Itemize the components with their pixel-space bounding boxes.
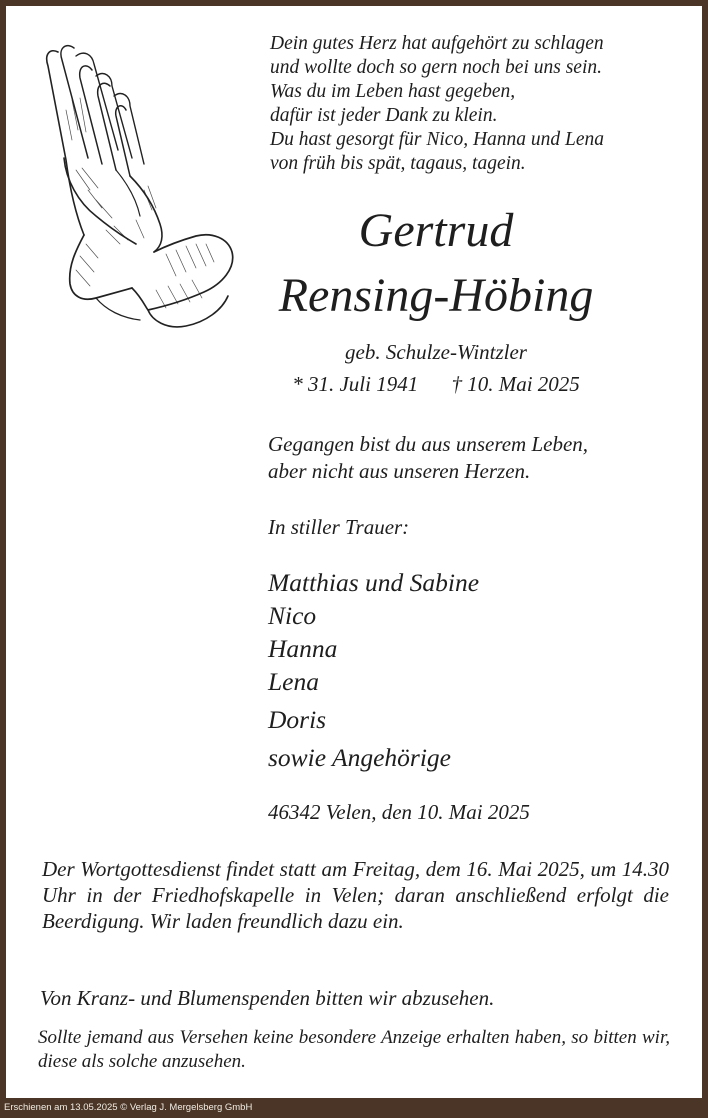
family-member: Doris xyxy=(268,705,327,734)
deceased-first-name: Gertrud xyxy=(358,204,514,257)
flower-note: Von Kranz- und Blumenspenden bitten wir abzusehen. xyxy=(40,986,495,1010)
poem-line: und wollte doch so gern noch bei uns sein. xyxy=(270,57,603,78)
mourning-label: In stiller Trauer: xyxy=(268,515,410,539)
obituary-card xyxy=(6,6,702,1098)
family-member: Nico xyxy=(268,601,317,630)
death-date: † 10. Mai 2025 xyxy=(451,372,580,396)
deceased-last-name: Rensing-Höbing xyxy=(278,269,594,322)
service-info: Der Wortgottesdienst findet statt am Freitag, dem 16. Mai 2025, um 14.30 Uhr in der Friedhofskapelle in Velen; daran anschließend erfolgt die Beerdigung. Wir laden freundlich dazu ein. xyxy=(42,857,669,933)
poem-line: dafür ist jeder Dank zu klein. xyxy=(270,105,498,126)
life-dates xyxy=(196,370,676,398)
quote xyxy=(268,431,588,485)
family-member: Lena xyxy=(268,667,319,696)
family-list xyxy=(268,566,479,774)
family-member: sowie Angehörige xyxy=(268,743,451,772)
poem-line: Was du im Leben hast gegeben, xyxy=(270,81,516,102)
poem-line: Dein gutes Herz hat aufgehört zu schlagen xyxy=(270,33,604,54)
quote-line: aber nicht aus unseren Herzen. xyxy=(268,459,531,483)
quote-line: Gegangen bist du aus unserem Leben, xyxy=(268,432,589,456)
poem-line: von früh bis spät, tagaus, tagein. xyxy=(270,153,526,174)
birth-date: * 31. Juli 1941 xyxy=(292,372,419,396)
publication-footer: Erschienen am 13.05.2025 © Verlag J. Mergelsberg GmbH xyxy=(4,1102,253,1113)
birth-name: geb. Schulze-Wintzler xyxy=(345,340,527,364)
family-member: Matthias und Sabine xyxy=(268,568,480,597)
family-member: Hanna xyxy=(268,634,338,663)
poem xyxy=(270,32,604,176)
place-date: 46342 Velen, den 10. Mai 2025 xyxy=(268,800,530,824)
apology-note: Sollte jemand aus Versehen keine besondere Anzeige erhalten haben, so bitten wir, diese als solche anzusehen. xyxy=(38,1027,670,1072)
poem-line: Du hast gesorgt für Nico, Hanna und Lena xyxy=(270,129,605,150)
